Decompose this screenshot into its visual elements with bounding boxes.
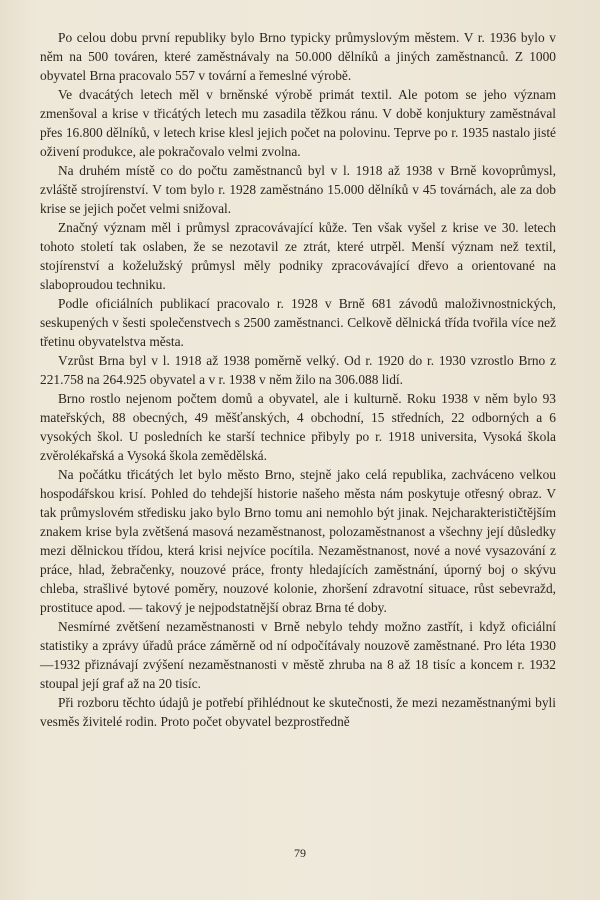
paragraph: Na druhém místě co do počtu zaměstnanců byl v l. 1918 až 1938 v Brně kovoprůmysl, zvláště strojírenství. V tom bylo r. 1928 zaměstnáno 15.000 dělníků v 45 továrnách, ale za dob krise se jejich počet velmi snižoval. <box>40 163 556 216</box>
body-text <box>40 28 556 731</box>
paragraph: Při rozboru těchto údajů je potřebí přihlédnout ke skutečnosti, že mezi nezaměstnanými byli vesměs živitelé rodin. Proto počet obyvatel bezprostředně <box>40 695 556 729</box>
paragraph: Značný význam měl i průmysl zpracovávající kůže. Ten však vyšel z krise ve 30. letech tohoto století tak oslaben, že se nezotavil ze ztrát, které utrpěl. Menší význam než textil, stojírenství a koželužský průmysl měly podniky zpracovávající dřevo a orientované na slaboproudou techniku. <box>40 220 556 292</box>
page-number: 79 <box>294 846 306 860</box>
paragraph: Ve dvacátých letech měl v brněnské výrobě primát textil. Ale potom se jeho význam zmenšoval a krise v třicátých letech mu zasadila těžkou ránu. V době konjuktury zaměstnával přes 16.800 dělníků, v letech krise klesl jejich počet na polovinu. Teprve po r. 1935 nastalo jisté oživení produkce, ale pokračovalo velmi zvolna. <box>40 87 556 159</box>
paragraph: Podle oficiálních publikací pracovalo r. 1928 v Brně 681 závodů maloživnostnických, seskupených v šesti společenstvech s 2500 zaměstnanci. Celkově dělnická třída tvořila více než třetinu obyvatelstva města. <box>40 296 556 349</box>
paragraph: Po celou dobu první republiky bylo Brno typicky průmyslovým městem. V r. 1936 bylo v něm na 500 továren, které zaměstnávaly na 50.000 dělníků a jiných zaměstnanců. Z 1000 obyvatel Brna pracovalo 557 v tovární a řemeslné výrobě. <box>40 30 556 83</box>
paragraph: Vzrůst Brna byl v l. 1918 až 1938 poměrně velký. Od r. 1920 do r. 1930 vzrostlo Brno z 221.758 na 264.925 obyvatel a v r. 1938 v něm žilo na 306.088 lidí. <box>40 353 556 387</box>
paragraph: Nesmírné zvětšení nezaměstnanosti v Brně nebylo tehdy možno zastřít, i když oficiální statistiky a zprávy úřadů práce záměrně od ní odpočítávaly nouzově zaměstnané. Pro léta 1930—1932 přiznávají zvýšení nezaměstnanosti v městě zhruba na 8 až 18 tisíc a koncem r. 1932 stoupal její graf až na 20 tisíc. <box>40 619 556 691</box>
paragraph: Na počátku třicátých let bylo město Brno, stejně jako celá republika, zachváceno velkou hospodářskou krisí. Pohled do tehdejší historie našeho města nám poskytuje otřesný obraz. V tak průmyslovém středisku jako bylo Brno tomu ani nemohlo být jinak. Nejcharakterističtějším znakem krise byla zvětšená masová nezaměstnanost, polozaměstnanost a všechny její důsledky mezi dělnickou třídou, která krisi nejvíce pocítila. Nezaměstnanost, nové a nové vysazování z práce, hlad, žebračenky, nouzové práce, fronty hledajících zaměstnání, úporný boj o skývu chleba, strašlivé bytové poměry, nouzové kolonie, zhoršení zdravotní situace, růst sebevražd, prostituce apod. — takový je nejpodstatnější obraz Brna té doby. <box>40 467 556 615</box>
paragraph: Brno rostlo nejenom počtem domů a obyvatel, ale i kulturně. Roku 1938 v něm bylo 93 mateřských, 88 obecných, 49 měšťanských, 4 obchodní, 15 středních, 22 odborných a 6 vysokých škol. U posledních ke starší technice přibyly po r. 1918 universita, Vysoká škola zvěrolékařská a Vysoká škola zemědělská. <box>40 391 556 463</box>
